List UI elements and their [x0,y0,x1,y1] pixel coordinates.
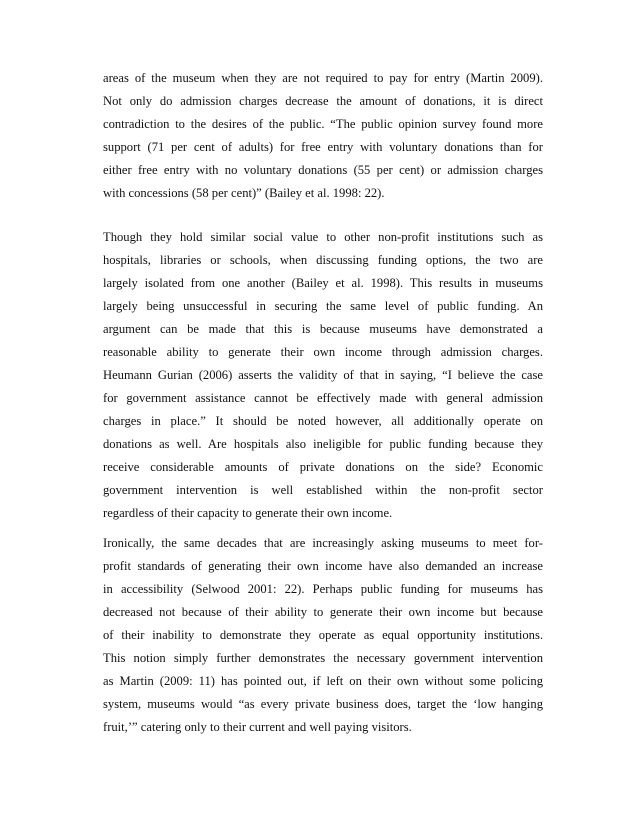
paragraph [103,532,543,739]
paragraph [103,226,543,525]
paragraph-line: hospitals, libraries or schools, when discussing funding options, the two are [103,253,543,267]
paragraph-line: Heumann Gurian (2006) asserts the validity of that in saying, “I believe the case [103,368,543,382]
paragraph-line: in accessibility (Selwood 2001: 22). Perhaps public funding for museums has [103,582,543,596]
paragraph [103,67,543,205]
paragraph-line: largely being unsuccessful in securing the same level of public funding. An [103,299,543,313]
paragraph-line: for government assistance cannot be effectively made with general admission [103,391,543,405]
paragraph-line: system, museums would “as every private business does, target the ‘low hanging [103,697,543,711]
paragraph-line: contradiction to the desires of the public. “The public opinion survey found more [103,117,543,131]
paragraph-line: largely isolated from one another (Bailey et al. 1998). This results in museums [103,276,543,290]
paragraph-line: areas of the museum when they are not required to pay for entry (Martin 2009). [103,71,543,85]
paragraph-line: Not only do admission charges decrease the amount of donations, it is direct [103,94,543,108]
paragraph-line: Though they hold similar social value to other non-profit institutions such as [103,230,543,244]
paragraph-line: donations as well. Are hospitals also ineligible for public funding because they [103,437,543,451]
paragraph-line: either free entry with no voluntary donations (55 per cent) or admission charges [103,163,543,177]
paragraph-line: decreased not because of their ability to generate their own income but because [103,605,543,619]
paragraph-line: reasonable ability to generate their own income through admission charges. [103,345,543,359]
paragraph-line: charges in place.” It should be noted however, all additionally operate on [103,414,543,428]
paragraph-line: profit standards of generating their own income have also demanded an increase [103,559,543,573]
paragraph-line: Ironically, the same decades that are increasingly asking museums to meet for- [103,536,543,550]
paragraph-line: regardless of their capacity to generate their own income. [103,506,393,520]
paragraph-line: with concessions (58 per cent)” (Bailey et al. 1998: 22). [103,186,385,200]
paragraph-line: support (71 per cent of adults) for free entry with voluntary donations than for [103,140,543,154]
paragraph-line: of their inability to demonstrate they operate as equal opportunity institutions. [103,628,543,642]
paragraph-line: receive considerable amounts of private donations on the side? Economic [103,460,543,474]
paragraph-line: argument can be made that this is because museums have demonstrated a [103,322,543,336]
paragraph-line: This notion simply further demonstrates the necessary government intervention [103,651,543,665]
paragraph-line: fruit,’” catering only to their current and well paying visitors. [103,720,412,734]
paragraph-line: government intervention is well established within the non-profit sector [103,483,543,497]
paragraph-line: as Martin (2009: 11) has pointed out, if left on their own without some policing [103,674,543,688]
